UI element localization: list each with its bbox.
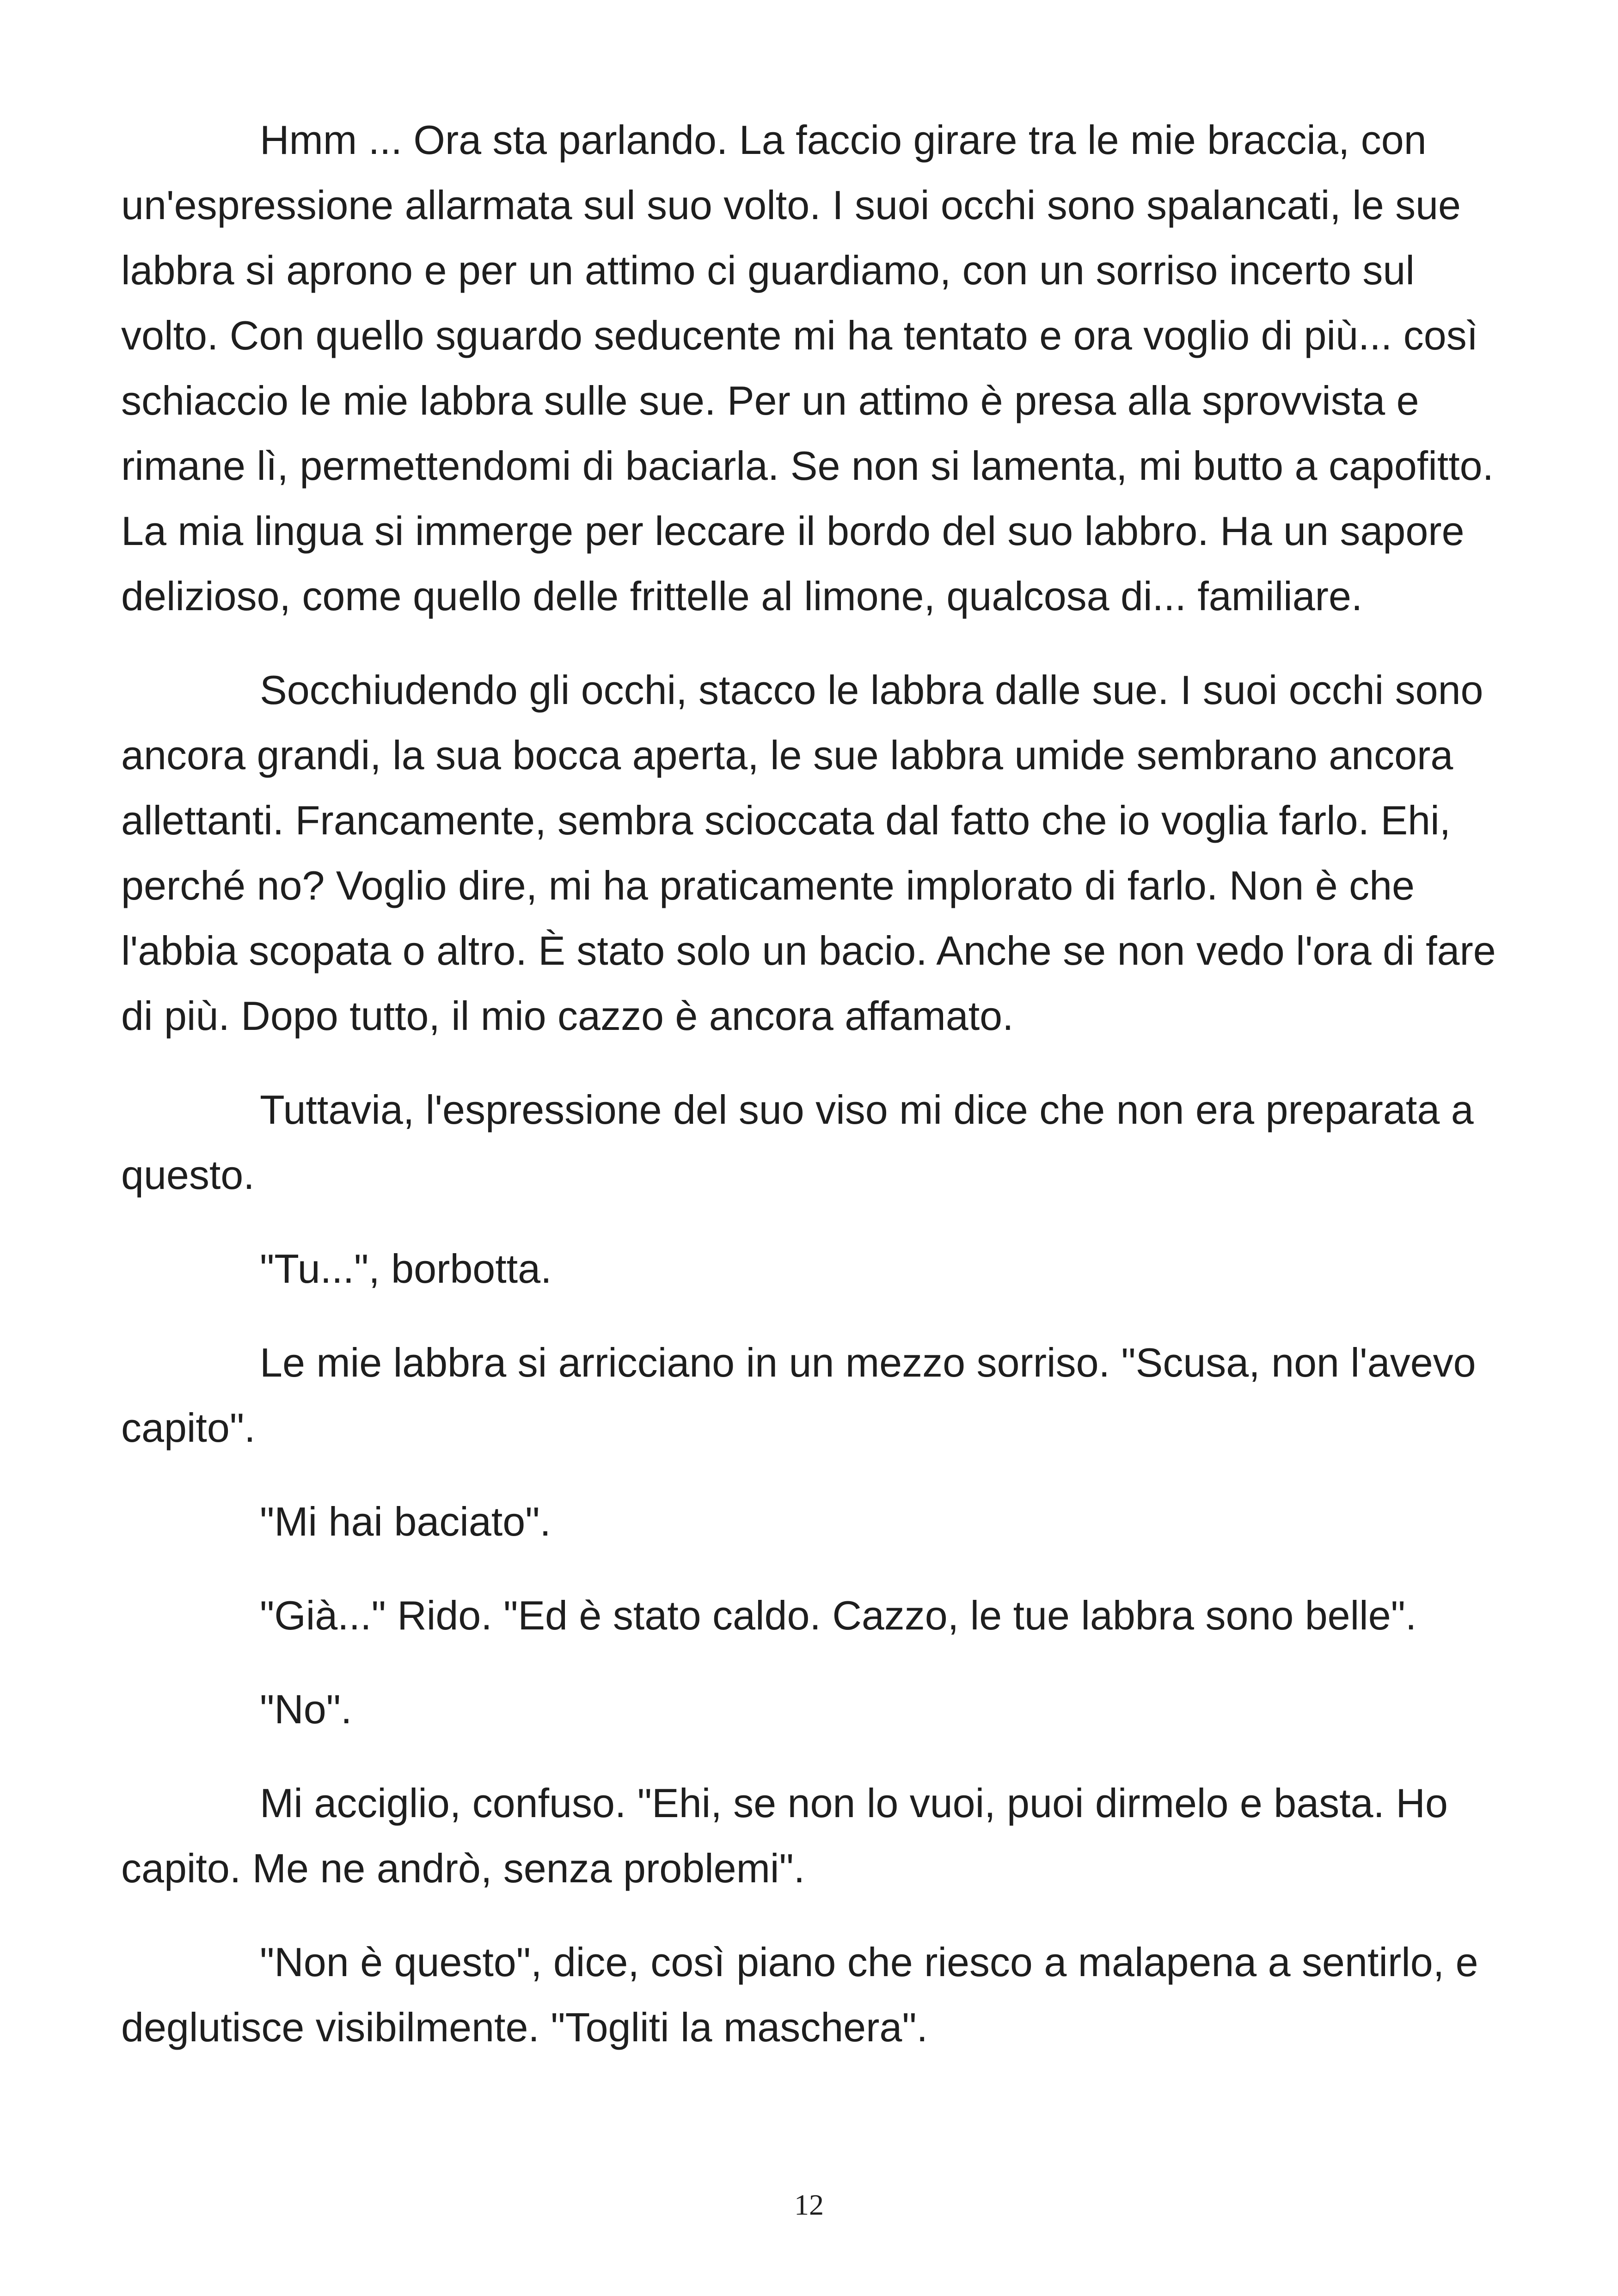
paragraph: Le mie labbra si arricciano in un mezzo sorriso. "Scusa, non l'avevo capito".	[121, 1340, 1476, 1451]
paragraph: Socchiudendo gli occhi, stacco le labbra dalle sue. I suoi occhi sono ancora grandi, la sua bocca aperta, le sue labbra umide sembrano ancora allettanti. Francamente, sembra scioccata dal fatto che io voglia farlo. Ehi, perché no? Voglio dire, mi ha praticamente implorato di farlo. Non è che l'abbia scopata o altro. È stato solo un bacio. Anche se non vedo l'ora di fare di più. Dopo tutto, il mio cazzo è ancora affamato.	[121, 667, 1496, 1039]
paragraph: "Non è questo", dice, così piano che riesco a malapena a sentirlo, e deglutisce visibilmente. "Togliti la maschera".	[121, 1939, 1478, 2050]
paragraph: "No".	[260, 1686, 352, 1732]
body-text	[121, 107, 1503, 2088]
page-number: 12	[794, 2188, 824, 2221]
paragraph: "Mi hai baciato".	[260, 1499, 551, 1544]
paragraph: Mi acciglio, confuso. "Ehi, se non lo vuoi, puoi dirmelo e basta. Ho capito. Me ne andrò, senza problemi".	[121, 1780, 1448, 1891]
paragraph: Hmm ... Ora sta parlando. La faccio girare tra le mie braccia, con un'espressione allarmata sul suo volto. I suoi occhi sono spalancati, le sue labbra si aprono e per un attimo ci guardiamo, con un sorriso incerto sul volto. Con quello sguardo seducente mi ha tentato e ora voglio di più... così schiaccio le mie labbra sulle sue. Per un attimo è presa alla sprovvista e rimane lì, permettendomi di baciarla. Se non si lamenta, mi butto a capofitto. La mia lingua si immerge per leccare il bordo del suo labbro. Ha un sapore delizioso, come quello delle frittelle al limone, qualcosa di... familiare.	[121, 117, 1494, 619]
paragraph: Tuttavia, l'espressione del suo viso mi dice che non era preparata a questo.	[121, 1087, 1474, 1198]
paragraph: "Tu...", borbotta.	[260, 1246, 552, 1292]
paragraph: "Già..." Rido. "Ed è stato caldo. Cazzo, le tue labbra sono belle".	[260, 1592, 1417, 1638]
